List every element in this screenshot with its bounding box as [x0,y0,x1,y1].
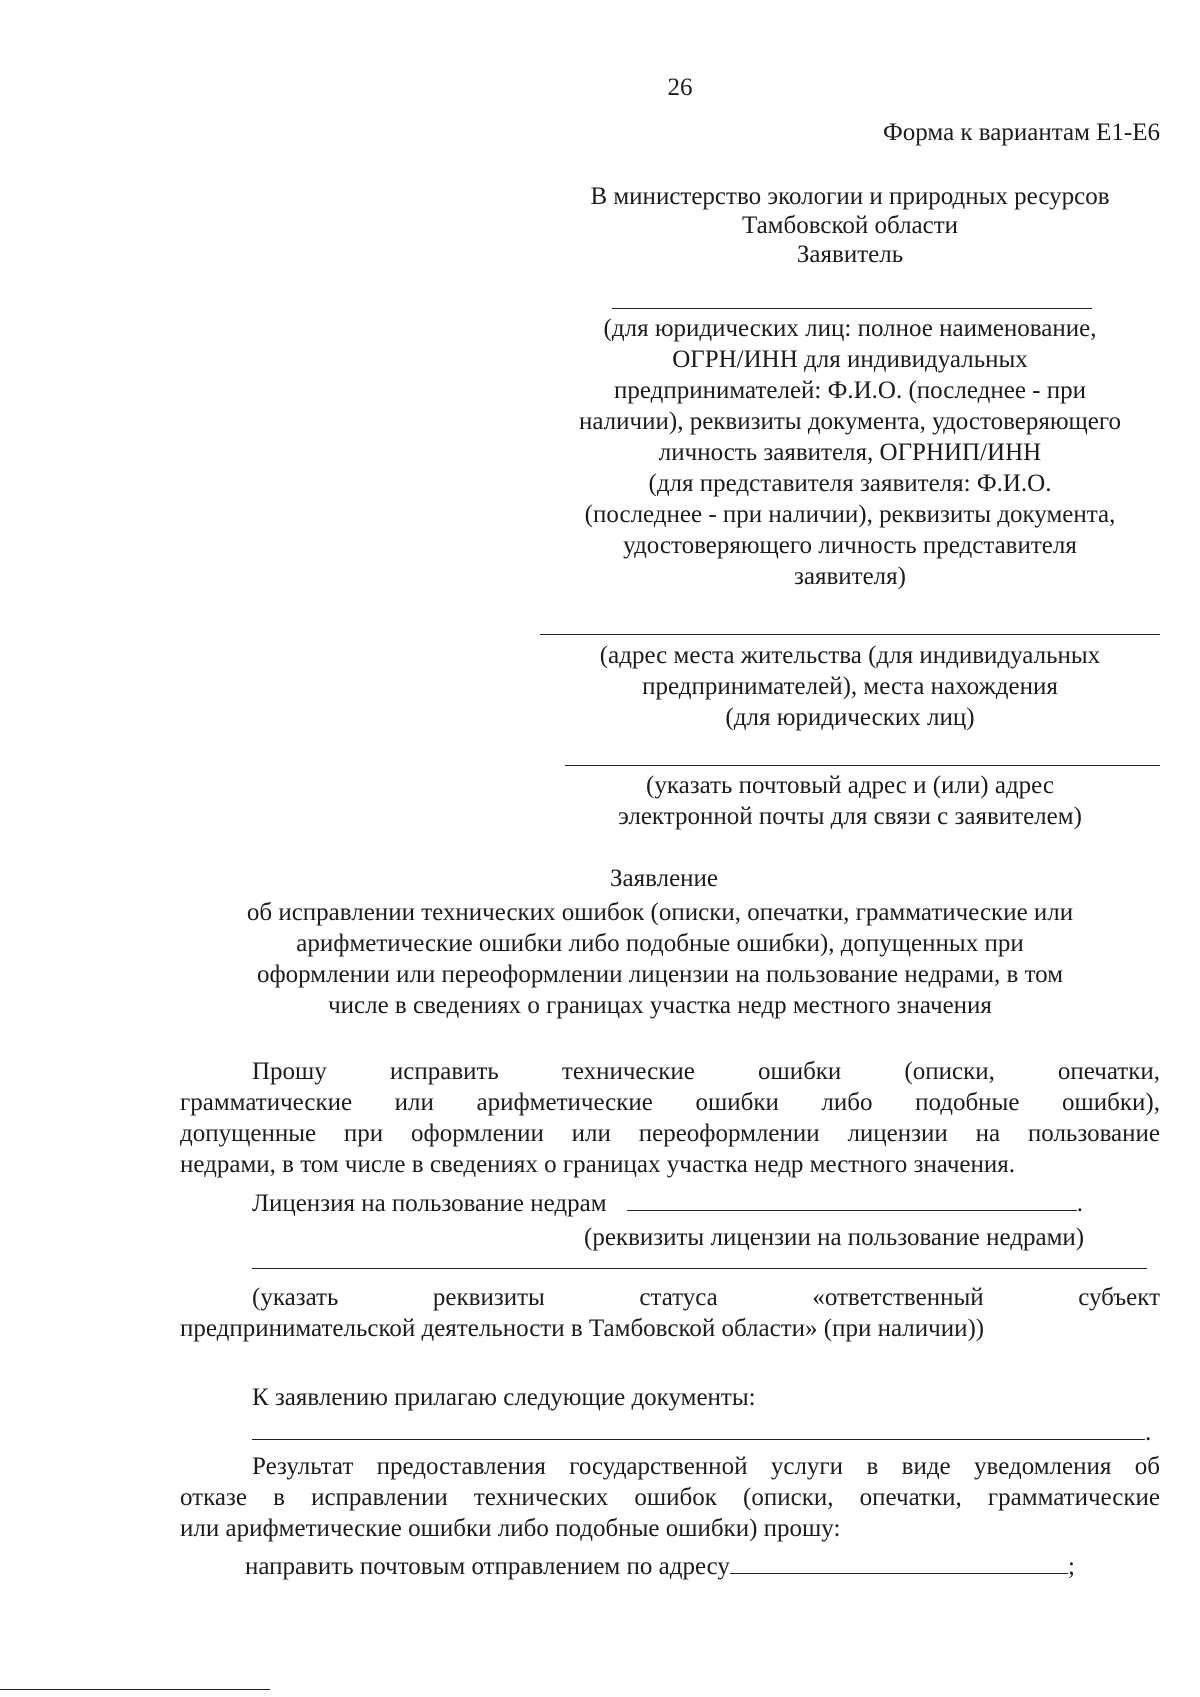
hint-line: наличии), реквизиты документа, удостоверяющего [578,408,1122,435]
page-number: 26 [667,74,693,101]
paragraph-line: Результат предоставления государственной услуги в виде уведомления об [252,1453,1160,1480]
form-reference: Форма к вариантам Е1-Е6 [883,119,1160,146]
paragraph-line: допущенные при оформлении или переоформлении лицензии на пользование [180,1120,1160,1147]
hint-line: предпринимателей: Ф.И.О. (последнее - при [613,377,1087,404]
statement-title: Заявление [610,865,719,892]
hint-line: ОГРН/ИНН для индивидуальных [672,346,1028,373]
addressee-line: В министерство экологии и природных ресурсов [590,183,1110,210]
hint-line: предпринимателей), места нахождения [642,673,1058,700]
addressee-block [540,181,1160,270]
status-hint [180,1282,1160,1344]
paragraph-line: недрами, в том числе в сведениях о границах участка недр местного значения. [180,1151,1016,1178]
mail-option-label: направить почтовым отправлением по адресу [245,1553,730,1580]
mail-address-input-line [730,1551,1068,1574]
addressee-line: Тамбовской области [741,212,959,239]
hint-line: (адрес места жительства (для индивидуальных [599,642,1101,669]
paragraph-line: отказе в исправлении технических ошибок (описки, опечатки, грамматические [180,1484,1160,1511]
hint-line: (указать почтовый адрес и (или) адрес [646,772,1054,799]
contact-hint [540,770,1160,832]
hint-line: удостоверяющего личность представителя [623,532,1077,559]
attachments-input-line [252,1417,1145,1440]
hint-line: (для представителя заявителя: Ф.И.О. [648,470,1052,497]
subtitle-line: об исправлении технических ошибок (описки, опечатки, грамматические или [246,899,1074,926]
license-row [252,1188,1172,1219]
contact-line [565,765,1160,766]
paragraph-line: Прошу исправить технические ошибки (описки, опечатки, [252,1058,1160,1085]
address-line [540,634,1160,635]
license-end: . [1076,1190,1084,1217]
license-input-line [627,1188,1077,1211]
subtitle-line: арифметические ошибки либо подобные ошибки), допущенных при [296,930,1024,957]
hint-line: (для юридических лиц) [725,704,975,731]
hint-line: электронной почты для связи с заявителем) [618,803,1082,830]
hint-line: (для юридических лиц: полное наименование, [603,315,1097,342]
result-paragraph [180,1451,1160,1544]
license-hint: (реквизиты лицензии на пользование недрами) [584,1224,1085,1251]
license-label: Лицензия на пользование недрам [252,1190,607,1217]
paragraph-line: грамматические или арифметические ошибки либо подобные ошибки), [180,1089,1160,1116]
applicant-hint [540,313,1160,592]
address-hint [540,640,1160,733]
attachments-row [252,1417,1151,1448]
request-paragraph [180,1056,1160,1180]
attachments-end: . [1145,1419,1152,1446]
mail-end: ; [1067,1553,1075,1580]
paragraph-line: предпринимательской деятельности в Тамбовской области» (при наличии)) [180,1315,985,1342]
subtitle-line: числе в сведениях о границах участка недр местного значения [328,992,992,1019]
footer-rule [0,1689,270,1690]
applicant-name-line [612,308,1092,309]
hint-line: личность заявителя, ОГРНИП/ИНН [658,439,1042,466]
applicant-label: Заявитель [796,241,904,268]
attachments-label: К заявлению прилагаю следующие документы: [252,1384,756,1411]
status-line [252,1268,1147,1269]
paragraph-line: (указать реквизиты статуса «ответственный субъект [252,1284,1160,1311]
hint-line: заявителя) [794,563,906,590]
subtitle-line: оформлении или переоформлении лицензии на пользование недрами, в том [256,961,1064,988]
paragraph-line: или арифметические ошибки либо подобные ошибки) прошу: [180,1515,841,1542]
hint-line: (последнее - при наличии), реквизиты документа, [584,501,1116,528]
mail-option-row [245,1551,1075,1582]
statement-subtitle [150,897,1170,1021]
